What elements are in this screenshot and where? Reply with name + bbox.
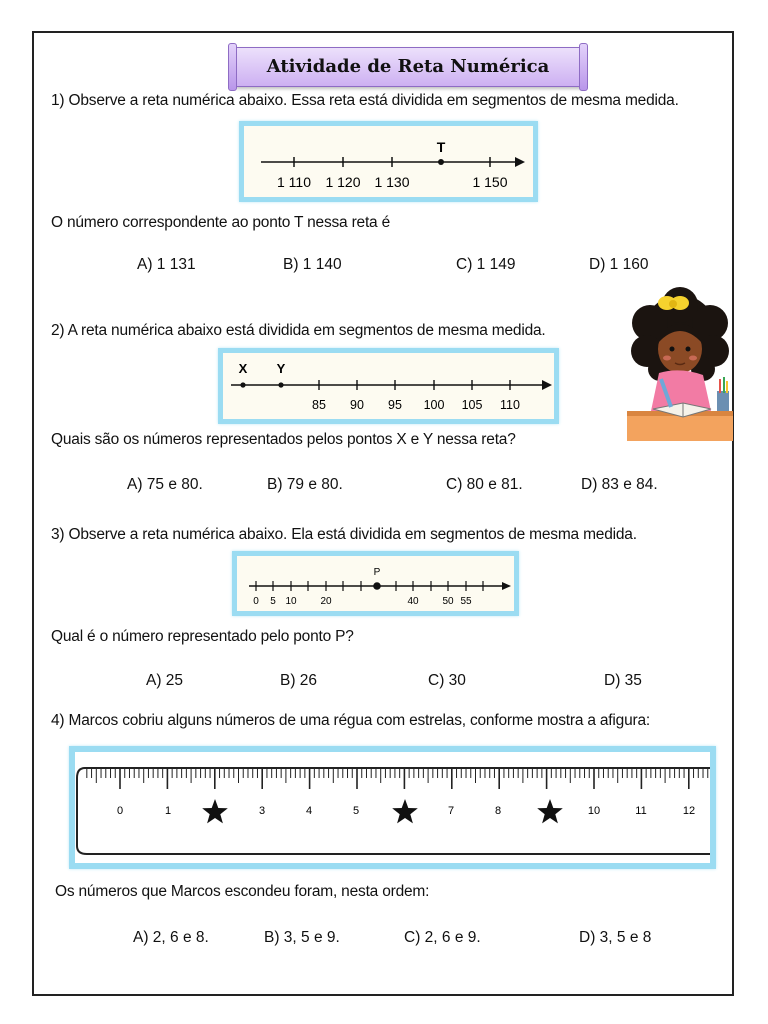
q1-option-d[interactable]: D) 1 160 [589,256,649,273]
ruler-label: 11 [635,805,647,817]
q2-option-a[interactable]: A) 75 e 80. [127,476,203,493]
q2-question: Quais são os números representados pelos pontos X e Y nessa reta? [51,431,516,448]
q2-point-x-label: X [238,361,248,376]
q3-option-d[interactable]: D) 35 [604,672,642,689]
q1-option-c[interactable]: C) 1 149 [456,256,516,273]
q1-number-line [244,126,533,197]
q2-point-x [240,382,245,387]
q3-point-p [373,582,381,590]
q3-number-line [237,556,514,611]
ruler-label: 1 [164,805,172,817]
q2-number-line [223,353,554,419]
q2-tick-label: 85 [312,398,326,412]
q3-tick-label: 55 [460,596,472,607]
ruler-label: 8 [494,805,502,817]
q2-point-y [278,382,283,387]
q3-option-b[interactable]: B) 26 [280,672,318,689]
q2-tick-label: 95 [388,398,402,412]
q3-option-a[interactable]: A) 25 [146,672,184,689]
star-icon [392,799,418,823]
q3-tick-label: 50 [442,596,454,607]
q1-option-b[interactable]: B) 1 140 [283,256,342,273]
q2-option-c[interactable]: C) 80 e 81. [446,476,523,493]
q3-tick-label: 0 [253,596,259,607]
q1-tick-label: 1 110 [277,174,311,190]
q4-ruler-box [69,746,716,869]
q2-statement: 2) A reta numérica abaixo está dividida em segmentos de mesma medida. [51,322,546,339]
q4-option-c[interactable]: C) 2, 6 e 9. [404,929,481,946]
q4-option-b[interactable]: B) 3, 5 e 9. [264,929,340,946]
q2-option-b[interactable]: B) 79 e 80. [267,476,343,493]
q1-number-line-box [239,121,538,202]
q3-point-label: P [373,567,381,578]
q1-question: O número correspondente ao ponto T nessa reta é [51,214,391,231]
q2-point-y-label: Y [276,361,286,376]
q1-point-t [438,159,444,165]
q1-tick-label: 1 120 [325,174,361,190]
q4-statement: 4) Marcos cobriu alguns números de uma régua com estrelas, conforme mostra a afigura: [51,712,650,729]
ruler-label: 12 [682,805,696,817]
q2-number-line-box [218,348,559,424]
girl-studying-illustration [625,283,735,445]
q3-statement: 3) Observe a reta numérica abaixo. Ela está dividida em segmentos de mesma medida. [51,526,637,543]
q1-tick-label: 1 130 [374,174,410,190]
q1-tick-label: 1 150 [472,174,508,190]
q2-tick-label: 90 [350,398,364,412]
ruler-ticks [87,769,708,789]
star-icon [537,799,563,823]
ruler-label: 3 [258,805,266,817]
title-banner [233,47,583,87]
q2-tick-label: 105 [461,398,483,412]
q1-option-a[interactable]: A) 1 131 [137,256,196,273]
star-icon [202,799,228,823]
q4-question: Os números que Marcos escondeu foram, nesta ordem: [55,883,430,900]
page-title: Atividade de Reta Numérica [266,56,550,77]
q1-point-label: T [436,139,446,155]
q4-option-a[interactable]: A) 2, 6 e 8. [133,929,209,946]
q2-tick-label: 100 [423,398,445,412]
q2-option-d[interactable]: D) 83 e 84. [581,476,658,493]
q3-tick-label: 10 [285,596,297,607]
q3-tick-label: 5 [270,596,276,607]
q3-question: Qual é o número representado pelo ponto P? [51,628,354,645]
q3-number-line-box [232,551,519,616]
q3-tick-label: 20 [320,596,332,607]
ruler-label: 5 [352,805,360,817]
ruler [75,752,710,863]
q3-option-c[interactable]: C) 30 [428,672,466,689]
q1-statement: 1) Observe a reta numérica abaixo. Essa reta está dividida em segmentos de mesma medida. [51,92,679,109]
ruler-label: 0 [116,805,124,817]
ruler-label: 7 [447,805,455,817]
ruler-label: 10 [587,805,601,817]
q4-option-d[interactable]: D) 3, 5 e 8 [579,929,652,946]
q3-tick-label: 40 [407,596,419,607]
q2-tick-label: 110 [500,398,520,412]
ruler-label: 4 [305,805,313,817]
